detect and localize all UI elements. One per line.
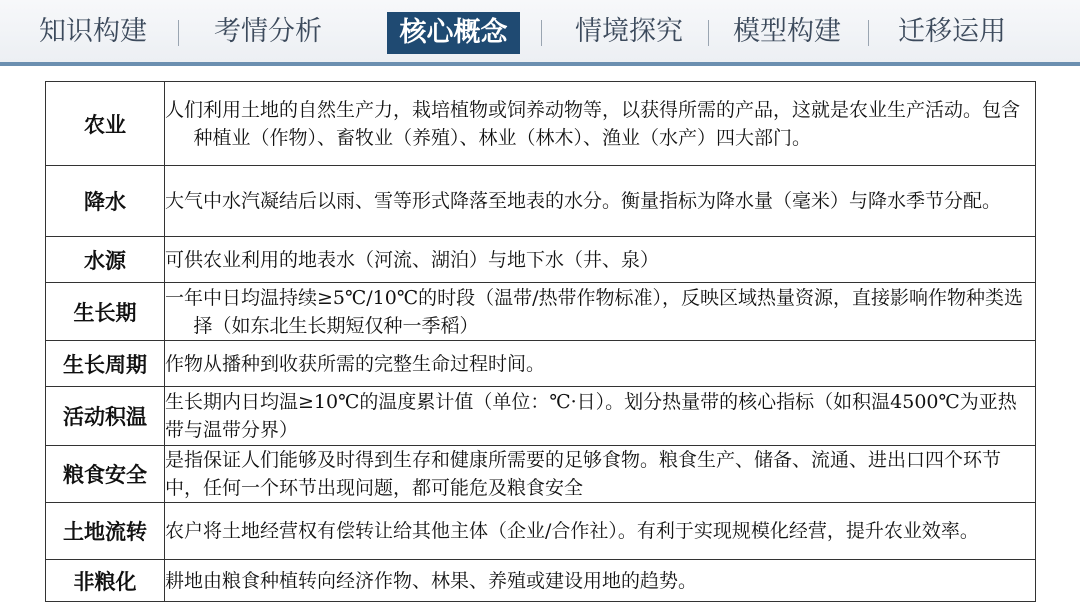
tab-separator: [708, 20, 709, 46]
concept-term: 降水: [46, 166, 165, 237]
table-row: [46, 283, 1036, 341]
tab-separator: [868, 20, 869, 46]
definition-text: 大气中水汽凝结后以雨、雪等形式降落至地表的水分。衡量指标为降水量（毫米）与降水季节分配。: [165, 190, 1002, 212]
concept-definition: [165, 82, 1036, 166]
concept-term: 水源: [46, 237, 165, 283]
tab-scenario-inquiry[interactable]: 情境探究: [575, 16, 683, 47]
tab-transfer-application[interactable]: 迁移运用: [898, 16, 1006, 47]
table-row: [46, 341, 1036, 387]
definition-text: 农户将土地经营权有偿转让给其他主体（企业/合作社）。有利于实现规模化经营，提升农业效率。: [165, 520, 979, 542]
table-row: [46, 166, 1036, 237]
tab-strip: [0, 0, 1080, 62]
concept-term: 土地流转: [46, 503, 165, 560]
definition-text: 作物从播种到收获所需的完整生命过程时间。: [165, 352, 546, 375]
table-row: [46, 560, 1036, 602]
definition-text: 人们利用土地的自然生产力，栽培植物或饲养动物等，以获得所需的产品，这就是农业生产活动。包含种植业（作物）、畜牧业（养殖）、林业（林木）、渔业（水产）四大部门。: [165, 98, 1021, 149]
tab-separator: [541, 20, 542, 46]
concept-term: 生长周期: [46, 341, 165, 387]
tab-knowledge-construction[interactable]: 知识构建: [39, 16, 147, 47]
table-row: [46, 503, 1036, 560]
definition-text: 一年中日均温持续≥5℃/10℃的时段（温带/热带作物标准），反映区域热量资源，直接影响作物种类选择（如东北生长期短仅种一季稻）: [165, 286, 1023, 337]
table-row: [46, 387, 1036, 446]
concept-term: 活动积温: [46, 387, 165, 446]
concept-definition: [165, 387, 1036, 446]
concept-term: 非粮化: [46, 560, 165, 602]
concept-term: 农业: [46, 82, 165, 166]
concept-definition: [165, 446, 1036, 503]
table-row: [46, 237, 1036, 283]
concept-definition: [165, 503, 1036, 560]
tab-exam-analysis[interactable]: 考情分析: [214, 16, 322, 47]
concept-definition: [165, 341, 1036, 387]
concept-definition: [165, 237, 1036, 283]
concept-definition: [165, 283, 1036, 341]
table-row: [46, 82, 1036, 166]
definition-text: 生长期内日均温≥10℃的温度累计值（单位：℃·日）。划分热量带的核心指标（如积温4500℃为亚热带与温带分界）: [165, 391, 1017, 441]
concept-term: 生长期: [46, 283, 165, 341]
concept-definition: [165, 166, 1036, 237]
table-row: [46, 446, 1036, 503]
definition-text: 耕地由粮食种植转向经济作物、林果、养殖或建设用地的趋势。: [165, 569, 698, 592]
concept-definition: [165, 560, 1036, 602]
tab-separator: [178, 20, 179, 46]
tab-core-concepts[interactable]: 核心概念: [387, 12, 520, 54]
concept-term: 粮食安全: [46, 446, 165, 503]
definition-text: 是指保证人们能够及时得到生存和健康所需要的足够食物。粮食生产、储备、流通、进出口四个环节中，任何一个环节出现问题，都可能危及粮食安全: [165, 449, 1002, 499]
navigation-divider: [0, 62, 1080, 66]
tab-model-construction[interactable]: 模型构建: [733, 16, 841, 47]
concepts-table: [45, 81, 1036, 602]
definition-text: 可供农业利用的地表水（河流、湖泊）与地下水（井、泉）: [165, 248, 660, 271]
